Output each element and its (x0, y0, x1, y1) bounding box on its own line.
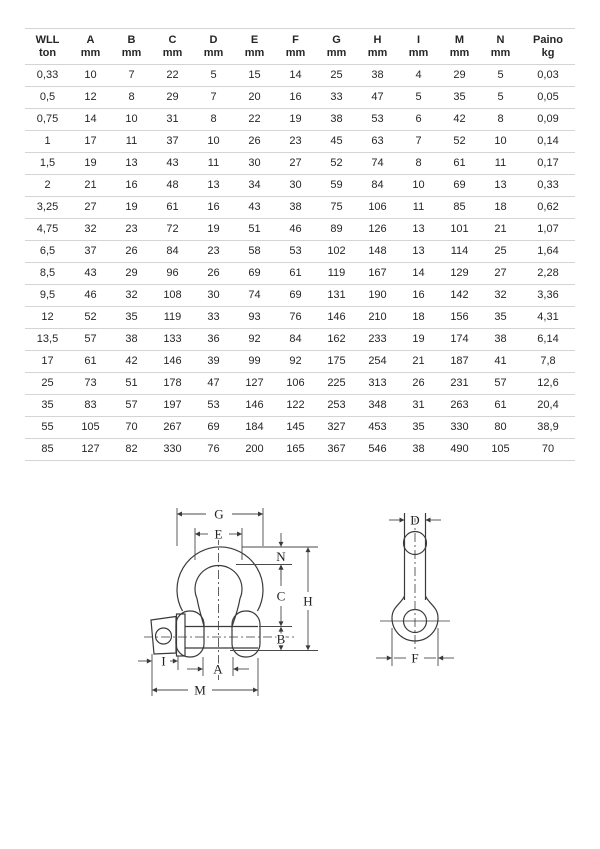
table-cell: 14 (70, 109, 111, 131)
table-cell: 7 (111, 65, 152, 87)
table-cell: 23 (111, 219, 152, 241)
table-cell: 51 (111, 373, 152, 395)
table-row (25, 351, 575, 373)
table-cell: 23 (275, 131, 316, 153)
dim-label-c: C (276, 588, 286, 604)
table-cell: 70 (111, 417, 152, 439)
table-cell: 10 (480, 131, 521, 153)
table-cell: 84 (357, 175, 398, 197)
column-header: I mm (398, 29, 439, 65)
table-cell: 15 (234, 65, 275, 87)
table-cell: 38,9 (521, 417, 575, 439)
table-cell: 51 (234, 219, 275, 241)
bow-outer-outline (177, 547, 263, 611)
table-cell: 31 (398, 395, 439, 417)
table-cell: 16 (193, 197, 234, 219)
pin-head (151, 617, 176, 655)
table-cell: 6,5 (25, 241, 70, 263)
table-cell: 69 (193, 417, 234, 439)
table-cell: 35 (398, 417, 439, 439)
table-cell: 6,14 (521, 329, 575, 351)
table-cell: 26 (234, 131, 275, 153)
table-cell: 0,33 (521, 175, 575, 197)
column-header: H mm (357, 29, 398, 65)
table-cell: 7 (193, 87, 234, 109)
centerlines-front (144, 536, 294, 680)
table-cell: 148 (357, 241, 398, 263)
table-row (25, 263, 575, 285)
table-cell: 48 (152, 175, 193, 197)
table-cell: 38 (111, 329, 152, 351)
table-cell: 26 (111, 241, 152, 263)
table-cell: 18 (398, 307, 439, 329)
header-row (25, 29, 575, 65)
table-cell: 187 (439, 351, 480, 373)
table-cell: 59 (316, 175, 357, 197)
table-row (25, 153, 575, 175)
table-cell: 8 (398, 153, 439, 175)
table-cell: 200 (234, 439, 275, 461)
table-cell: 53 (193, 395, 234, 417)
table-cell: 10 (398, 175, 439, 197)
table-cell: 31 (152, 109, 193, 131)
column-header: G mm (316, 29, 357, 65)
table-row (25, 87, 575, 109)
side-view (380, 513, 450, 650)
dim-label-n: N (276, 549, 286, 564)
dimension-table-container (25, 28, 575, 461)
table-cell: 73 (70, 373, 111, 395)
table-cell: 367 (316, 439, 357, 461)
table-cell: 16 (111, 175, 152, 197)
table-cell: 11 (193, 153, 234, 175)
table-cell: 4,75 (25, 219, 70, 241)
table-cell: 74 (357, 153, 398, 175)
table-cell: 43 (234, 197, 275, 219)
table-cell: 114 (439, 241, 480, 263)
table-cell: 61 (70, 351, 111, 373)
table-cell: 5 (193, 65, 234, 87)
column-header: E mm (234, 29, 275, 65)
left-ear (176, 611, 204, 657)
table-cell: 105 (70, 417, 111, 439)
table-cell: 102 (316, 241, 357, 263)
table-cell: 34 (234, 175, 275, 197)
table-cell: 92 (234, 329, 275, 351)
table-cell: 29 (152, 87, 193, 109)
table-cell: 89 (316, 219, 357, 241)
table-cell: 16 (275, 87, 316, 109)
dim-label-i: I (161, 653, 166, 669)
table-cell: 1,64 (521, 241, 575, 263)
table-cell: 263 (439, 395, 480, 417)
table-cell: 13,5 (25, 329, 70, 351)
table-body (25, 65, 575, 461)
table-cell: 225 (316, 373, 357, 395)
dim-label-a: A (213, 661, 223, 677)
table-cell: 82 (111, 439, 152, 461)
table-cell: 85 (439, 197, 480, 219)
table-cell: 32 (70, 219, 111, 241)
table-cell: 27 (70, 197, 111, 219)
table-row (25, 197, 575, 219)
table-cell: 17 (25, 351, 70, 373)
table-cell: 127 (234, 373, 275, 395)
table-cell: 106 (357, 197, 398, 219)
table-cell: 5 (480, 87, 521, 109)
table-cell: 29 (439, 65, 480, 87)
column-header: A mm (70, 29, 111, 65)
table-cell: 22 (152, 65, 193, 87)
table-cell: 162 (316, 329, 357, 351)
table-cell: 131 (316, 285, 357, 307)
front-view (144, 536, 294, 680)
table-cell: 7 (398, 131, 439, 153)
table-cell: 178 (152, 373, 193, 395)
table-cell: 57 (70, 329, 111, 351)
table-cell: 175 (316, 351, 357, 373)
table-cell: 146 (234, 395, 275, 417)
table-cell: 20 (234, 87, 275, 109)
table-cell: 30 (193, 285, 234, 307)
table-cell: 42 (439, 109, 480, 131)
dim-label-d: D (410, 512, 420, 528)
table-cell: 53 (357, 109, 398, 131)
table-row (25, 329, 575, 351)
table-cell: 92 (275, 351, 316, 373)
table-cell: 53 (275, 241, 316, 263)
table-cell: 10 (193, 131, 234, 153)
table-cell: 17 (70, 131, 111, 153)
table-row (25, 439, 575, 461)
table-cell: 0,14 (521, 131, 575, 153)
table-cell: 52 (316, 153, 357, 175)
table-cell: 38 (316, 109, 357, 131)
table-cell: 38 (357, 65, 398, 87)
table-cell: 12,6 (521, 373, 575, 395)
table-row (25, 307, 575, 329)
table-cell: 126 (357, 219, 398, 241)
dim-label-e: E (214, 526, 223, 542)
table-cell: 1,07 (521, 219, 575, 241)
table-cell: 42 (111, 351, 152, 373)
table-cell: 52 (70, 307, 111, 329)
table-cell: 41 (480, 351, 521, 373)
table-cell: 35 (480, 307, 521, 329)
table-cell: 10 (70, 65, 111, 87)
dim-label-b: B (276, 631, 286, 647)
table-cell: 69 (275, 285, 316, 307)
table-cell: 184 (234, 417, 275, 439)
table-cell: 74 (234, 285, 275, 307)
table-cell: 33 (193, 307, 234, 329)
table-cell: 1,5 (25, 153, 70, 175)
dim-label-g: G (214, 506, 224, 522)
table-cell: 84 (152, 241, 193, 263)
table-cell: 13 (398, 241, 439, 263)
table-cell: 19 (111, 197, 152, 219)
table-cell: 63 (357, 131, 398, 153)
table-cell: 119 (152, 307, 193, 329)
table-cell: 5 (480, 65, 521, 87)
dim-label-m: M (194, 682, 206, 698)
table-cell: 106 (275, 373, 316, 395)
table-cell: 39 (193, 351, 234, 373)
table-cell: 32 (480, 285, 521, 307)
table-cell: 231 (439, 373, 480, 395)
table-cell: 129 (439, 263, 480, 285)
column-header: D mm (193, 29, 234, 65)
table-cell: 546 (357, 439, 398, 461)
table-cell: 47 (193, 373, 234, 395)
dim-label-h: H (303, 593, 313, 609)
table-cell: 330 (152, 439, 193, 461)
table-row (25, 175, 575, 197)
pin-head-hole (156, 628, 172, 644)
table-cell: 108 (152, 285, 193, 307)
table-cell: 233 (357, 329, 398, 351)
column-header: B mm (111, 29, 152, 65)
table-cell: 19 (70, 153, 111, 175)
table-cell: 26 (398, 373, 439, 395)
table-cell: 3,36 (521, 285, 575, 307)
table-row (25, 285, 575, 307)
table-cell: 9,5 (25, 285, 70, 307)
table-cell: 348 (357, 395, 398, 417)
table-cell: 27 (480, 263, 521, 285)
table-cell: 1 (25, 131, 70, 153)
table-cell: 26 (193, 263, 234, 285)
table-cell: 69 (234, 263, 275, 285)
table-cell: 27 (275, 153, 316, 175)
column-header: F mm (275, 29, 316, 65)
table-cell: 55 (25, 417, 70, 439)
table-cell: 11 (480, 153, 521, 175)
table-cell: 330 (439, 417, 480, 439)
table-cell: 38 (275, 197, 316, 219)
table-cell: 46 (275, 219, 316, 241)
table-cell: 25 (316, 65, 357, 87)
table-row (25, 219, 575, 241)
table-cell: 313 (357, 373, 398, 395)
table-cell: 57 (480, 373, 521, 395)
table-cell: 37 (70, 241, 111, 263)
table-cell: 3,25 (25, 197, 70, 219)
table-cell: 37 (152, 131, 193, 153)
table-cell: 127 (70, 439, 111, 461)
table-row (25, 65, 575, 87)
table-header (25, 29, 575, 65)
table-cell: 146 (316, 307, 357, 329)
table-cell: 61 (152, 197, 193, 219)
table-cell: 84 (275, 329, 316, 351)
table-cell: 36 (193, 329, 234, 351)
table-cell: 61 (439, 153, 480, 175)
table-cell: 32 (111, 285, 152, 307)
table-cell: 70 (521, 439, 575, 461)
table-cell: 210 (357, 307, 398, 329)
table-cell: 69 (439, 175, 480, 197)
table-cell: 327 (316, 417, 357, 439)
table-cell: 0,03 (521, 65, 575, 87)
table-cell: 105 (480, 439, 521, 461)
table-cell: 93 (234, 307, 275, 329)
column-header: C mm (152, 29, 193, 65)
table-cell: 47 (357, 87, 398, 109)
table-cell: 0,05 (521, 87, 575, 109)
table-cell: 57 (111, 395, 152, 417)
column-header: M mm (439, 29, 480, 65)
table-cell: 119 (316, 263, 357, 285)
table-cell: 11 (398, 197, 439, 219)
table-cell: 2,28 (521, 263, 575, 285)
table-cell: 13 (398, 219, 439, 241)
table-cell: 13 (480, 175, 521, 197)
table-cell: 58 (234, 241, 275, 263)
table-cell: 167 (357, 263, 398, 285)
table-cell: 197 (152, 395, 193, 417)
table-cell: 8 (480, 109, 521, 131)
table-cell: 2 (25, 175, 70, 197)
table-cell: 0,75 (25, 109, 70, 131)
table-cell: 145 (275, 417, 316, 439)
table-cell: 33 (316, 87, 357, 109)
table-cell: 61 (275, 263, 316, 285)
table-cell: 11 (111, 131, 152, 153)
table-cell: 16 (398, 285, 439, 307)
table-cell: 490 (439, 439, 480, 461)
table-cell: 29 (111, 263, 152, 285)
table-cell: 14 (398, 263, 439, 285)
table-cell: 156 (439, 307, 480, 329)
table-cell: 253 (316, 395, 357, 417)
table-cell: 4 (398, 65, 439, 87)
table-cell: 18 (480, 197, 521, 219)
table-cell: 22 (234, 109, 275, 131)
table-cell: 25 (480, 241, 521, 263)
table-cell: 101 (439, 219, 480, 241)
table-cell: 76 (275, 307, 316, 329)
table-cell: 6 (398, 109, 439, 131)
table-cell: 76 (193, 439, 234, 461)
table-cell: 8,5 (25, 263, 70, 285)
table-cell: 21 (70, 175, 111, 197)
table-cell: 21 (480, 219, 521, 241)
table-row (25, 417, 575, 439)
table-cell: 21 (398, 351, 439, 373)
table-cell: 52 (439, 131, 480, 153)
column-header: N mm (480, 29, 521, 65)
table-row (25, 109, 575, 131)
shackle-dimension-table (25, 28, 575, 461)
table-cell: 35 (439, 87, 480, 109)
table-cell: 12 (70, 87, 111, 109)
table-cell: 45 (316, 131, 357, 153)
table-cell: 4,31 (521, 307, 575, 329)
table-cell: 190 (357, 285, 398, 307)
table-cell: 0,33 (25, 65, 70, 87)
table-cell: 453 (357, 417, 398, 439)
table-cell: 0,09 (521, 109, 575, 131)
table-cell: 72 (152, 219, 193, 241)
table-cell: 13 (193, 175, 234, 197)
table-cell: 142 (439, 285, 480, 307)
table-cell: 5 (398, 87, 439, 109)
table-cell: 7,8 (521, 351, 575, 373)
table-cell: 14 (275, 65, 316, 87)
table-cell: 38 (480, 329, 521, 351)
table-cell: 19 (193, 219, 234, 241)
table-cell: 19 (398, 329, 439, 351)
table-cell: 254 (357, 351, 398, 373)
table-cell: 12 (25, 307, 70, 329)
table-row (25, 241, 575, 263)
dim-label-f: F (411, 650, 419, 666)
table-cell: 8 (193, 109, 234, 131)
table-cell: 61 (480, 395, 521, 417)
table-cell: 43 (152, 153, 193, 175)
table-cell: 8 (111, 87, 152, 109)
column-header: WLL ton (25, 29, 70, 65)
table-row (25, 373, 575, 395)
table-cell: 23 (193, 241, 234, 263)
table-cell: 35 (111, 307, 152, 329)
table-cell: 133 (152, 329, 193, 351)
table-cell: 85 (25, 439, 70, 461)
table-cell: 35 (25, 395, 70, 417)
table-cell: 13 (111, 153, 152, 175)
table-cell: 122 (275, 395, 316, 417)
shackle-diagram (130, 500, 475, 715)
table-cell: 0,62 (521, 197, 575, 219)
table-cell: 43 (70, 263, 111, 285)
table-cell: 75 (316, 197, 357, 219)
table-row (25, 131, 575, 153)
table-cell: 30 (275, 175, 316, 197)
table-cell: 165 (275, 439, 316, 461)
table-cell: 174 (439, 329, 480, 351)
table-cell: 10 (111, 109, 152, 131)
table-cell: 80 (480, 417, 521, 439)
table-cell: 267 (152, 417, 193, 439)
table-cell: 25 (25, 373, 70, 395)
table-cell: 146 (152, 351, 193, 373)
table-cell: 20,4 (521, 395, 575, 417)
table-cell: 46 (70, 285, 111, 307)
table-cell: 96 (152, 263, 193, 285)
table-cell: 19 (275, 109, 316, 131)
table-row (25, 395, 575, 417)
table-cell: 0,17 (521, 153, 575, 175)
column-header: Paino kg (521, 29, 575, 65)
table-cell: 38 (398, 439, 439, 461)
table-cell: 99 (234, 351, 275, 373)
table-cell: 83 (70, 395, 111, 417)
table-cell: 0,5 (25, 87, 70, 109)
table-cell: 30 (234, 153, 275, 175)
